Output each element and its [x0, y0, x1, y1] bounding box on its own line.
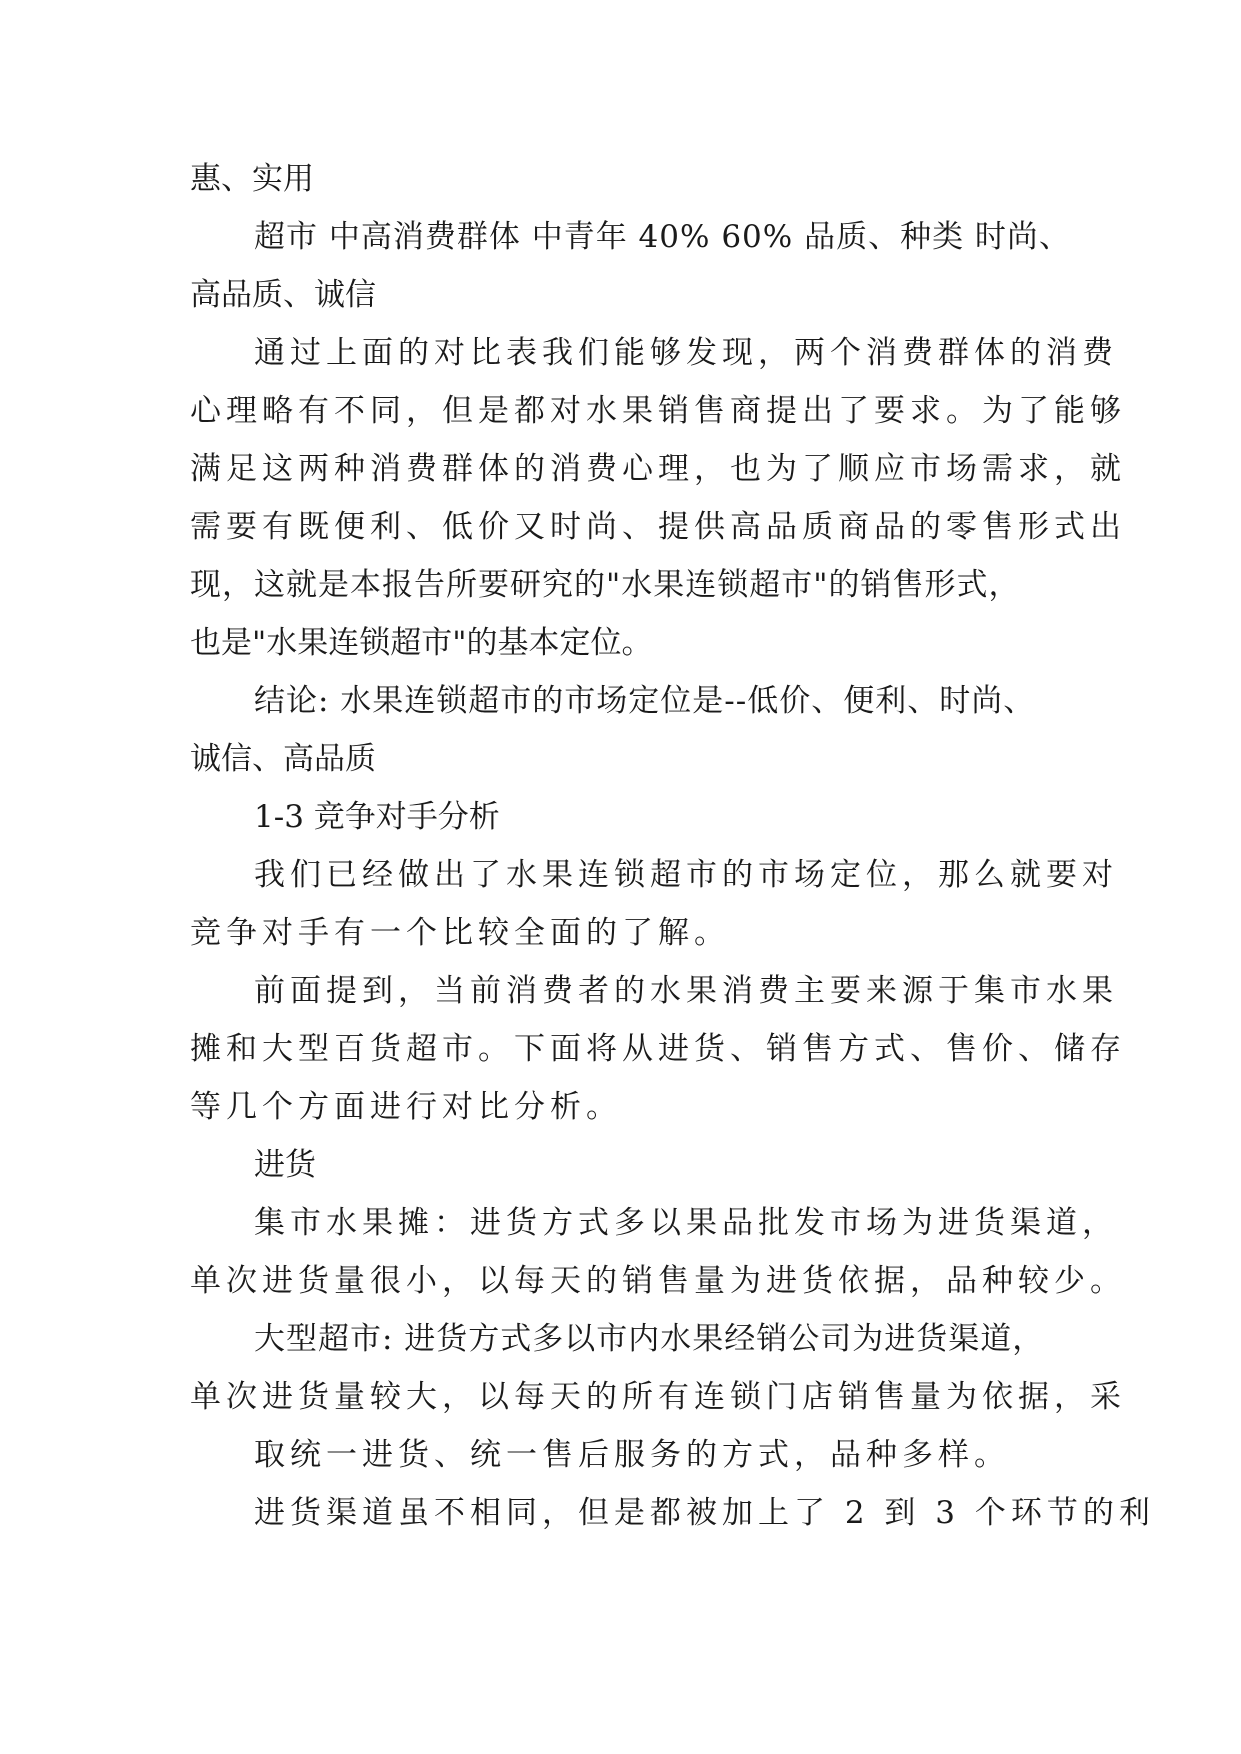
- text-line-19: 集市水果摊：进货方式多以果品批发市场为进货渠道，: [254, 1205, 1118, 1241]
- text-line-20: 单次进货量很小，以每天的销售量为进货依据，品种较少。: [190, 1263, 1126, 1299]
- text-line-2: 超市 中高消费群体 中青年 40% 60% 品质、种类 时尚、: [254, 219, 1071, 255]
- text-line-15: 前面提到，当前消费者的水果消费主要来源于集市水果: [254, 973, 1118, 1009]
- text-line-17: 等几个方面进行对比分析。: [190, 1089, 622, 1125]
- text-line-5: 心理略有不同，但是都对水果销售商提出了要求。为了能够: [190, 393, 1126, 429]
- text-line-11: 诚信、高品质: [190, 741, 376, 777]
- section-heading: 1-3 竞争对手分析: [254, 799, 500, 835]
- text-line-21: 大型超市: 进货方式多以市内水果经销公司为进货渠道，: [254, 1321, 1045, 1357]
- text-line-6: 满足这两种消费群体的消费心理，也为了顺应市场需求，就: [190, 451, 1126, 487]
- text-line-1: 惠、实用: [190, 161, 314, 197]
- text-line-24: 进货渠道虽不相同，但是都被加上了 2 到 3 个环节的利: [254, 1495, 1155, 1531]
- text-line-10: 结论: 水果连锁超市的市场定位是--低价、便利、时尚、: [254, 683, 1036, 719]
- text-line-9: 也是"水果连锁超市"的基本定位。: [190, 625, 653, 661]
- text-line-8: 现，这就是本报告所要研究的"水果连锁超市"的销售形式，: [190, 567, 1021, 603]
- text-line-14: 竞争对手有一个比较全面的了解。: [190, 915, 730, 951]
- text-line-23: 取统一进货、统一售后服务的方式，品种多样。: [254, 1437, 1010, 1473]
- text-line-22: 单次进货量较大，以每天的所有连锁门店销售量为依据，采: [190, 1379, 1126, 1415]
- text-line-13: 我们已经做出了水果连锁超市的市场定位，那么就要对: [254, 857, 1118, 893]
- text-line-3: 高品质、诚信: [190, 277, 376, 313]
- text-line-7: 需要有既便利、低价又时尚、提供高品质商品的零售形式出: [190, 509, 1126, 545]
- text-line-4: 通过上面的对比表我们能够发现，两个消费群体的消费: [254, 335, 1118, 371]
- text-line-16: 摊和大型百货超市。下面将从进货、销售方式、售价、储存: [190, 1031, 1126, 1067]
- subheading-purchasing: 进货: [254, 1147, 316, 1183]
